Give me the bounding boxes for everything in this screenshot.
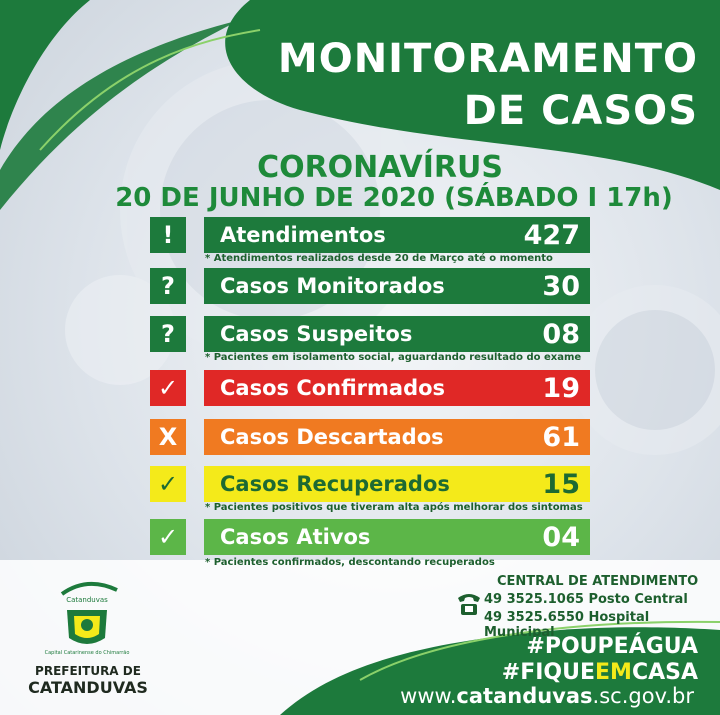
contact-title: CENTRAL DE ATENDIMENTO [497,574,699,589]
logo-line1: PREFEITURA DE [35,664,141,678]
status-icon: ! [150,217,186,253]
case-bar [204,466,590,502]
case-note: * Pacientes confirmados, descontando recuperados [205,557,495,568]
case-row [150,419,590,455]
city-logo [22,580,152,664]
case-label: Casos Ativos [220,525,371,549]
case-label: Casos Monitorados [220,274,445,298]
hashtag-part-c: CASA [631,660,698,685]
subtitle: CORONAVÍRUS [257,150,503,185]
case-bar [204,370,590,406]
case-bar [204,217,590,253]
phone-line-2: 49 3525.6550 Hospital Municipal [484,610,650,640]
city-emblem [22,580,152,660]
status-icon: X [150,419,186,455]
case-value: 15 [542,468,580,500]
case-bar [204,316,590,352]
page-title-line2: DE CASOS [463,88,698,134]
case-value: 04 [542,521,580,553]
hashtag-part-b: EM [595,660,632,685]
case-value: 08 [542,318,580,350]
case-bar [204,268,590,304]
case-value: 61 [542,421,580,453]
hashtag-fiqueemcasa [502,660,698,685]
case-row [150,316,590,352]
website-prefix: www. [400,684,457,708]
case-row [150,370,590,406]
website-suffix: .sc.gov.br [592,684,694,708]
case-bar [204,519,590,555]
status-icon: ✓ [150,466,186,502]
case-row [150,466,590,502]
svg-text:Catanduvas: Catanduvas [66,596,108,604]
status-icon: ? [150,268,186,304]
website-link[interactable] [400,684,694,708]
case-value: 30 [542,270,580,302]
case-row [150,217,590,253]
case-label: Casos Confirmados [220,376,446,400]
case-row [150,519,590,555]
case-note: * Pacientes positivos que tiveram alta após melhorar dos sintomas [205,502,583,513]
case-bar [204,419,590,455]
case-row [150,268,590,304]
case-note: * Pacientes em isolamento social, aguardando resultado do exame [205,352,582,363]
case-label: Casos Descartados [220,425,444,449]
date-line: 20 DE JUNHO DE 2020 (SÁBADO I 17h) [115,183,673,213]
case-note: * Atendimentos realizados desde 20 de Março até o momento [205,253,553,264]
svg-text:Capital Catarinense do Chimarr: Capital Catarinense do Chimarrão [44,650,130,656]
case-label: Casos Suspeitos [220,322,413,346]
case-label: Atendimentos [220,223,386,247]
page-title-line1: MONITORAMENTO [277,36,698,82]
case-label: Casos Recuperados [220,472,450,496]
status-icon: ✓ [150,519,186,555]
status-icon: ✓ [150,370,186,406]
hashtag-poupeagua: #POUPEÁGUA [526,634,698,659]
website-domain: catanduvas [456,684,593,708]
status-icon: ? [150,316,186,352]
case-value: 427 [523,219,580,251]
case-value: 19 [542,372,580,404]
logo-line2: CATANDUVAS [28,678,148,697]
phone-line-1: 49 3525.1065 Posto Central [484,592,688,607]
hashtag-part-a: #FIQUE [501,660,596,685]
phone-icon [455,592,483,622]
